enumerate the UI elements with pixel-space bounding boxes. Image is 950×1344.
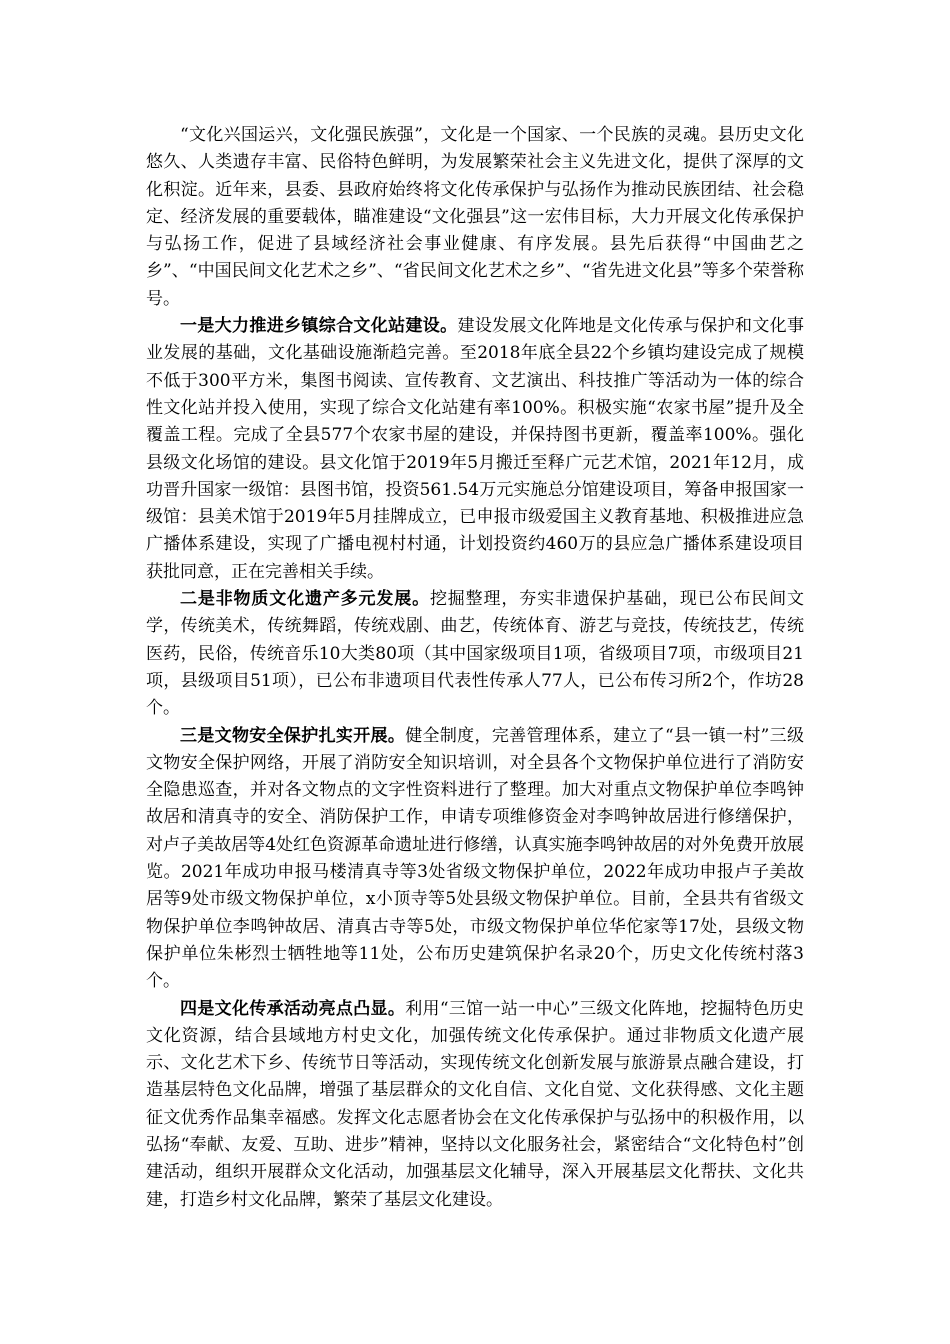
paragraph-heritage-activities bbox=[146, 996, 804, 1214]
paragraph-cultural-stations-heading: 一是大力推进乡镇综合文化站建设。 bbox=[180, 316, 458, 337]
paragraph-heritage-activities-text: 利用“三馆一站一中心”三级文化阵地，挖掘特色历史文化资源，结合县域地方村史文化，加强传统文化传承保护。通过非物质文化遗产展示、文化艺术下乡、传统节日等活动，实现传统文化创新发展与旅游景点融合建设，打造基层特色文化品牌，增强了基层群众的文化自信、文化自觉、文化获得感、文化主题征文优秀作品集幸福感。发挥文化志愿者协会在文化传承保护与弘扬中的积极作用，以弘扬“奉献、友爱、互助、进步”精神，坚持以文化服务社会，紧密结合“文化特色村”创建活动，组织开展群众文化活动，加强基层文化辅导，深入开展基层文化帮扶、文化共建，打造乡村文化品牌，繁荣了基层文化建设。 bbox=[146, 998, 805, 1210]
paragraph-intro bbox=[146, 122, 804, 313]
paragraph-relic-protection-heading: 三是文物安全保护扎实开展。 bbox=[180, 725, 406, 746]
paragraph-intro-text: “文化兴国运兴，文化强民族强”，文化是一个国家、一个民族的灵魂。县历史文化悠久、人类遗存丰富、民俗特色鲜明，为发展繁荣社会主义先进文化，提供了深厚的文化积淀。近年来，县委、县政府始终将文化传承保护与弘扬作为推动民族团结、社会稳定、经济发展的重要载体，瞄准建设“文化强县”这一宏伟目标，大力开展文化传承保护与弘扬工作，促进了县域经济社会事业健康、有序发展。县先后获得“中国曲艺之乡”、“中国民间文化艺术之乡”、“省民间文化艺术之乡”、“省先进文化县”等多个荣誉称号。 bbox=[146, 125, 804, 309]
paragraph-intangible-heritage bbox=[146, 586, 804, 722]
paragraph-relic-protection-text: 健全制度，完善管理体系，建立了“县一镇一村”三级文物安全保护网络，开展了消防安全知识培训，对全县各个文物保护单位进行了消防安全隐患巡查，并对各文物点的文字性资料进行了整理。加大对重点文物保护单位李鸣钟故居和清真寺的安全、消防保护工作，申请专项维修资金对李鸣钟故居进行修缮保护，对卢子美故居等4处红色资源革命遗址进行修缮，认真实施李鸣钟故居的对外免费开放展览。2021年成功申报马楼清真寺等3处省级文物保护单位，2022年成功申报卢子美故居等9处市级文物保护单位，x小顶寺等5处县级文物保护单位。目前，全县共有省级文物保护单位李鸣钟故居、清真古寺等5处，市级文物保护单位华佗家等17处，县级文物保护单位朱彬烈士牺牲地等11处，公布历史建筑保护名录20个，历史文化传统村落3个。 bbox=[146, 725, 805, 992]
paragraph-relic-protection bbox=[146, 723, 804, 996]
paragraph-intangible-heritage-heading: 二是非物质文化遗产多元发展。 bbox=[180, 589, 430, 610]
paragraph-cultural-stations-text: 建设发展文化阵地是文化传承与保护和文化事业发展的基础，文化基础设施渐趋完善。至2018年底全县22个乡镇均建设完成了规模不低于300平方米，集图书阅读、宣传教育、文艺演出、科技推广等活动为一体的综合性文化站并投入使用，实现了综合文化站建有率100%。积极实施“农家书屋”提升及全覆盖工程。完成了全县577个农家书屋的建设，并保持图书更新，覆盖率100%。强化县级文化场馆的建设。县文化馆于2019年5月搬迁至释广元艺术馆，2021年12月，成功晋升国家一级馆：县图书馆，投资561.54万元实施总分馆建设项目，筹备申报国家一级馆：县美术馆于2019年5月挂牌成立，已申报市级爱国主义教育基地、积极推进应急广播体系建设，实现了广播电视村村通，计划投资约460万的县应急广播体系建设项目获批同意，正在完善相关手续。 bbox=[146, 316, 805, 582]
paragraph-heritage-activities-heading: 四是文化传承活动亮点凸显。 bbox=[180, 998, 406, 1019]
paragraph-cultural-stations bbox=[146, 313, 804, 586]
paragraph-intangible-heritage-text: 挖掘整理，夯实非遗保护基础，现已公布民间文学，传统美术，传统舞蹈，传统戏剧、曲艺，传统体育、游艺与竞技，传统技艺，传统医药，民俗，传统音乐10大类80项（其中国家级项目1项，省级项目7项，市级项目21项，县级项目51项），已公布非遗项目代表性传承人77人，已公布传习所2个，作坊28个。 bbox=[146, 589, 805, 719]
document-page bbox=[146, 122, 804, 1214]
